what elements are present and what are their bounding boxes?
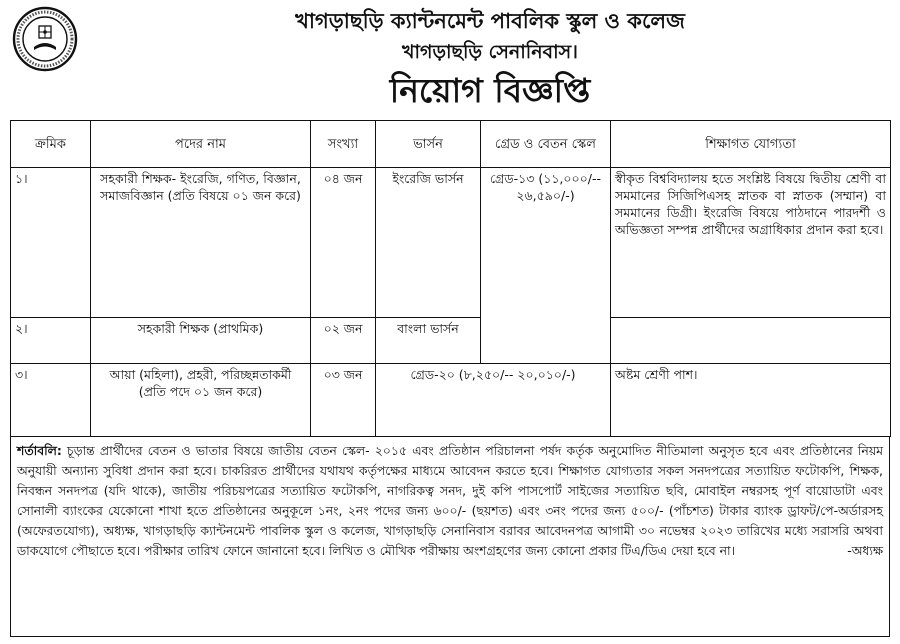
table-row [11, 364, 891, 437]
header-post: পদের নাম [91, 121, 311, 168]
signer: -অধ্যক্ষ [847, 543, 883, 558]
row-qualification: স্বীকৃত বিশ্ববিদ্যালয় হতে সংশ্লিষ্ট বিষয়ে দ্বিতীয় শ্রেণী বা সমমানের সিজিপিএসহ স্নাতক বা স্নাতক (সম্মান) বা সমমানের ডিগ্রী। ইংরেজি বিষয়ে পাঠদানে পারদর্শী ও অভিজ্ঞতা সম্পন্ন প্রার্থীদের অগ্রাধিকার প্রদান করা হবে। [611, 168, 891, 318]
header-count: সংখ্যা [311, 121, 376, 168]
row-count: ০৩ জন [311, 364, 376, 437]
header-grade: গ্রেড ও বেতন স্কেল [481, 121, 611, 168]
row-grade: গ্রেড-২০ (৮,২৫০/-- ২০,০১০/-) [376, 364, 611, 437]
row-serial: ১। [11, 168, 91, 318]
institution-location: খাগড়াছড়ি সেনানিবাস। [402, 41, 578, 63]
row-serial: ৩। [11, 364, 91, 437]
row-qualification: অষ্টম শ্রেণী পাশ। [611, 364, 891, 437]
vacancy-table [10, 120, 891, 437]
row-version: বাংলা ভার্সন [376, 318, 481, 364]
row-post: সহকারী শিক্ষক- ইংরেজি, গণিত, বিজ্ঞান, সমাজবিজ্ঞান (প্রতি বিষয়ে ০১ জন করে) [91, 168, 311, 318]
notice-title: নিয়োগ বিজ্ঞপ্তি [389, 71, 591, 110]
row-grade: গ্রেড-১৩ (১১,০০০/-- ২৬,৫৯০/-) [481, 168, 611, 364]
row-qualification-empty [611, 318, 891, 364]
terms-text: চূড়ান্ত প্রার্থীদের বেতন ও ভাতার বিষয়ে জাতীয় বেতন স্কেল- ২০১৫ এবং প্রতিষ্ঠান পরিচালনা পর্ষদ কর্তৃক অনুমোদিত নীতিমালা অনুসৃত হবে এবং প্রতিষ্ঠানের নিয়ম অনুযায়ী অন্যান্য সুবিধা প্রদান করা হবে। চাকরিরত প্রার্থীদের যথাযথ কর্তৃপক্ষের মাধ্যমে আবেদন করতে হবে। শিক্ষাগত যোগ্যতার সকল সনদপত্রের সত্যায়িত ফটোকপি, শিক্ষক, নিবন্ধন সনদপত্র (যদি থাকে), জাতীয় পরিচয়পত্রের সত্যায়িত ফটোকপি, নাগরিকত্ব সনদ, দুই কপি পাসপোর্ট সাইজের সত্যায়িত ছবি, মোবাইল নম্বরসহ পূর্ণ বায়োডাটা এবং সোনালী ব্যাংকের যেকোনো শাখা হতে প্রতিষ্ঠানের অনুকূলে ১নং, ২নং পদের জন্য ৬০০/- (ছয়শত) এবং ৩নং পদের জন্য ৫০০/- (পাঁচশত) টাকার ব্যাংক ড্রাফট/পে-অর্ডারসহ (অফেরতযোগ্য), অধ্যক্ষ, খাগড়াছড়ি ক্যান্টনমেন্ট পাবলিক স্কুল ও কলেজ, খাগড়াছড়ি সেনানিবাস বরাবর আবেদনপত্র আগামী ৩০ নভেম্বর ২০২৩ তারিখের মধ্যে সরাসরি অথবা ডাকযোগে পৌছাতে হবে। পরীক্ষার তারিখ ফোনে জানানো হবে। লিখিত ও মৌখিক পরীক্ষায় অংশগ্রহণের জন্য কোনো প্রকার টিএ/ডিএ দেয়া হবে না। [17, 443, 883, 558]
table-row [11, 318, 891, 364]
row-post: আয়া (মহিলা), প্রহরী, পরিচ্ছন্নতাকর্মী (প্রতি পদে ০১ জন করে) [91, 364, 311, 437]
institution-name: খাগড়াছড়ি ক্যান্টনমেন্ট পাবলিক স্কুল ও কলেজ [295, 9, 685, 33]
header-serial: ক্রমিক [11, 121, 91, 168]
terms-and-conditions [10, 437, 890, 637]
institution-seal-logo [12, 6, 78, 72]
row-count: ০৪ জন [311, 168, 376, 318]
table-header-row [11, 121, 891, 168]
header-version: ভার্সন [376, 121, 481, 168]
row-serial: ২। [11, 318, 91, 364]
row-post: সহকারী শিক্ষক (প্রাথমিক) [91, 318, 311, 364]
table-row [11, 168, 891, 318]
terms-label: শর্তাবলি: [17, 443, 62, 458]
row-count: ০২ জন [311, 318, 376, 364]
header-qualification: শিক্ষাগত যোগ্যতা [611, 121, 891, 168]
row-version: ইংরেজি ভার্সন [376, 168, 481, 318]
